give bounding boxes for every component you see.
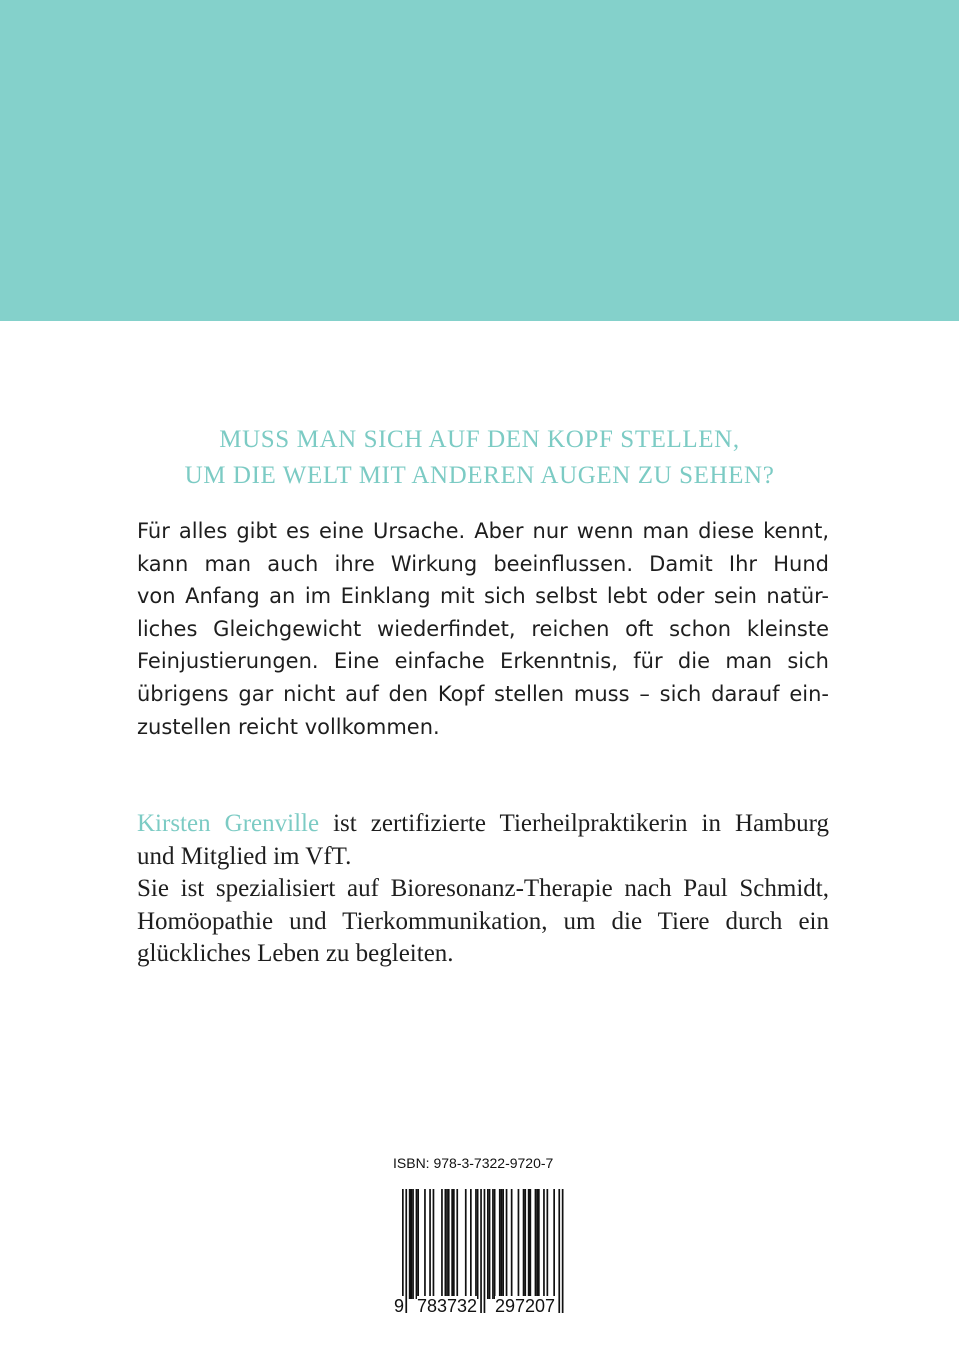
barcode-bar bbox=[528, 1189, 530, 1299]
barcode-bar bbox=[506, 1189, 508, 1299]
barcode-digits-right: 297207 bbox=[495, 1296, 556, 1316]
barcode-bar bbox=[405, 1189, 407, 1313]
barcode-bar bbox=[417, 1189, 419, 1299]
barcode-bar bbox=[465, 1189, 467, 1299]
barcode-bar bbox=[480, 1189, 482, 1313]
barcode-bar bbox=[553, 1189, 555, 1299]
barcode-bar bbox=[477, 1189, 479, 1299]
headline bbox=[0, 422, 959, 494]
barcode-bar bbox=[412, 1189, 414, 1299]
headline-line-1: MUSS MAN SICH AUF DEN KOPF STELLEN, bbox=[219, 426, 740, 453]
barcode-bar bbox=[489, 1189, 491, 1299]
bio-line: glückliches Leben zu begleiten. bbox=[137, 940, 454, 968]
barcode-bar bbox=[416, 1189, 418, 1299]
barcode-bar bbox=[547, 1189, 549, 1299]
cover-top-color-band bbox=[0, 0, 959, 321]
barcode-bar bbox=[511, 1189, 513, 1299]
blurb-line: Für alles gibt es eine Ursache. Aber nur wenn man diese kennt, bbox=[137, 519, 829, 543]
author-bio bbox=[137, 808, 829, 971]
barcode-bar bbox=[441, 1189, 443, 1299]
barcode-bar bbox=[445, 1189, 447, 1299]
barcode-bar bbox=[487, 1189, 489, 1299]
barcode-bar bbox=[402, 1189, 404, 1313]
barcode-bar bbox=[484, 1189, 486, 1313]
barcode-bar bbox=[475, 1189, 477, 1299]
barcode-bar bbox=[501, 1189, 503, 1299]
barcode-bar bbox=[499, 1189, 501, 1299]
barcode-bar bbox=[536, 1189, 538, 1299]
bio-line-1-text: ist zertifizierte Tierheilpraktikerin in Hamburg bbox=[319, 810, 829, 837]
barcode-bar bbox=[453, 1189, 455, 1299]
bio-line: Sie ist spezialisiert auf Bioresonanz-Therapie nach Paul Schmidt, bbox=[137, 875, 829, 903]
blurb-line: von Anfang an im Einklang mit sich selbst lebt oder sein natür- bbox=[137, 584, 829, 609]
barcode-bar bbox=[429, 1189, 431, 1299]
barcode-bar bbox=[530, 1189, 532, 1299]
blurb-line: Feinjustierungen. Eine einfache Erkenntnis, für die man sich bbox=[137, 649, 829, 674]
bio-line: und Mitglied im VfT. bbox=[137, 842, 352, 870]
barcode-bar bbox=[502, 1189, 504, 1299]
barcode-bar bbox=[451, 1189, 453, 1299]
barcode-bar bbox=[446, 1189, 448, 1299]
barcode-bar bbox=[543, 1189, 545, 1299]
barcode-bar bbox=[518, 1189, 520, 1299]
isbn-label: ISBN: 978-3-7322-9720-7 bbox=[393, 1155, 554, 1171]
barcode-bar bbox=[538, 1189, 540, 1299]
barcode-bar bbox=[409, 1189, 411, 1299]
blurb-line: liches Gleichgewicht wiederfindet, reichen oft schon kleinste bbox=[137, 616, 829, 641]
barcode-bar bbox=[524, 1189, 526, 1299]
bio-line bbox=[137, 808, 829, 841]
barcode-bar bbox=[433, 1189, 435, 1299]
barcode-bar bbox=[424, 1189, 426, 1299]
barcode-bar bbox=[411, 1189, 413, 1299]
blurb-line: kann man auch ihre Wirkung beeinflussen. Damit Ihr Hund bbox=[137, 551, 829, 576]
barcode-bar bbox=[535, 1189, 537, 1299]
barcode-digits-left: 783732 bbox=[417, 1296, 478, 1316]
headline-line-2: UM DIE WELT MIT ANDEREN AUGEN ZU SEHEN? bbox=[184, 462, 775, 489]
barcode-bar bbox=[523, 1189, 525, 1299]
barcode-bar bbox=[448, 1189, 450, 1299]
barcode-bar bbox=[494, 1189, 496, 1299]
bio-line: Homöopathie und Tierkommunikation, um die Tiere durch ein bbox=[137, 907, 829, 935]
barcode-bar bbox=[562, 1189, 564, 1313]
barcode-bar bbox=[456, 1189, 458, 1299]
author-name: Kirsten Grenville bbox=[137, 810, 320, 837]
blurb-line: übrigens gar nicht auf den Kopf stellen muss – sich darauf ein- bbox=[137, 681, 829, 706]
barcode-bar bbox=[470, 1189, 472, 1299]
barcode-bar bbox=[558, 1189, 560, 1313]
barcode-bar bbox=[492, 1189, 494, 1299]
barcode-digit-first: 9 bbox=[394, 1296, 405, 1316]
blurb-paragraph bbox=[137, 515, 829, 743]
blurb-line: zustellen reicht vollkommen. bbox=[137, 714, 440, 739]
